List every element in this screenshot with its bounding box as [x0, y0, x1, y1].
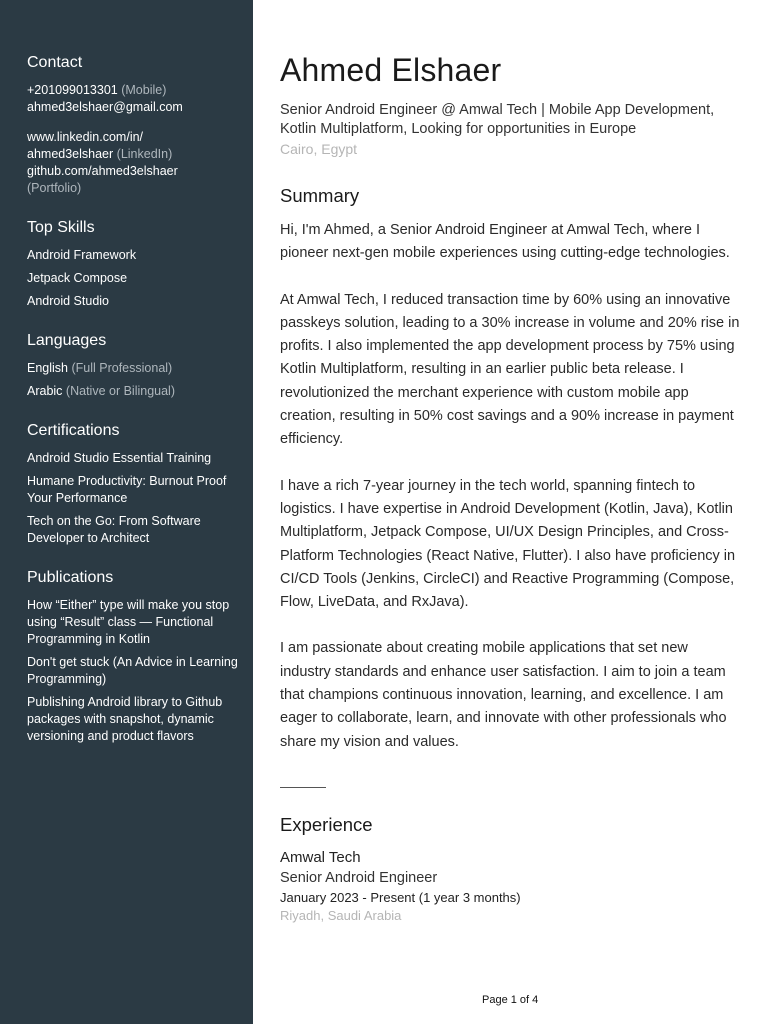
section-divider: [280, 787, 326, 788]
experience-location: Riyadh, Saudi Arabia: [280, 907, 402, 923]
publication-item[interactable]: Publishing Android library to Github packages with snapshot, dynamic versioning and product flavors: [27, 695, 223, 743]
certification-item: Android Studio Essential Training: [27, 451, 212, 465]
certification-item: Tech on the Go: From Software Developer to Architect: [27, 514, 201, 545]
profile-name: Ahmed Elshaer: [280, 52, 502, 88]
language-name: English: [27, 361, 68, 375]
phone-label: (Mobile): [121, 83, 167, 97]
skill-item: Android Studio: [27, 294, 110, 308]
linkedin-label: (LinkedIn): [116, 147, 173, 161]
summary-paragraph: I have a rich 7-year journey in the tech world, spanning fintech to logistics. I have expertise in Android Development (Kotlin, Java), Kotlin Multiplatform, Jetpack Compose, UI/UX Design Principles, and Cross-Platform Technologies (React Native, Flutter). I also have proficiency in CI/CD Tools (Jenkins, CircleCI) and Reactive Programming (Compose, Flow, LiveData, and RxJava).: [280, 477, 736, 611]
main-content: [280, 52, 740, 925]
languages-heading: Languages: [27, 332, 107, 349]
profile-location: Cairo, Egypt: [280, 141, 358, 157]
sidebar: [0, 0, 253, 1024]
skills-heading: Top Skills: [27, 219, 95, 236]
linkedin-handle[interactable]: ahmed3elshaer: [27, 147, 114, 161]
experience-dates: January 2023 - Present (1 year 3 months): [280, 889, 521, 905]
publication-item[interactable]: Don't get stuck (An Advice in Learning Programming): [27, 655, 238, 686]
summary-paragraph: Hi, I'm Ahmed, a Senior Android Engineer at Amwal Tech, where I pioneer next-gen mobile experiences using cutting-edge technologies.: [280, 222, 730, 262]
skill-item: Android Framework: [27, 248, 137, 262]
certification-item: Humane Productivity: Burnout Proof Your Performance: [27, 474, 227, 505]
github-label: (Portfolio): [27, 181, 82, 195]
linkedin-link-line1[interactable]: www.linkedin.com/in/: [27, 130, 144, 144]
experience-heading: Experience: [280, 813, 373, 835]
experience-company: Amwal Tech: [280, 848, 361, 866]
experience-role: Senior Android Engineer: [280, 869, 438, 886]
contact-section: [27, 54, 239, 197]
contact-email[interactable]: ahmed3elshaer@gmail.com: [27, 100, 183, 114]
phone-number[interactable]: +201099013301: [27, 83, 118, 97]
language-level: (Full Professional): [71, 361, 173, 375]
skills-section: [27, 219, 239, 310]
language-level: (Native or Bilingual): [65, 384, 175, 398]
publication-item[interactable]: How “Either” type will make you stop using “Result” class — Functional Programming in Kotlin: [27, 598, 230, 646]
contact-heading: Contact: [27, 54, 83, 71]
profile-headline: Senior Android Engineer @ Amwal Tech | Mobile App Development, Kotlin Multiplatform, Looking for opportunities in Europe: [280, 102, 715, 137]
language-item: [27, 360, 239, 377]
publications-section: [27, 569, 239, 745]
language-item: [27, 383, 239, 400]
summary-heading: Summary: [280, 185, 360, 206]
languages-section: [27, 332, 239, 400]
github-link[interactable]: github.com/ahmed3elshaer: [27, 164, 178, 178]
linkedin-link-line2: [27, 146, 239, 163]
page-number: Page 1 of 4: [482, 994, 539, 1006]
certifications-heading: Certifications: [27, 422, 120, 439]
language-name: Arabic: [27, 384, 63, 398]
summary-paragraph: At Amwal Tech, I reduced transaction time by 60% using an innovative passkeys solution, leading to a 30% increase in volume and 20% rise in profits. I also implemented the app development process by 75% using Kotlin Multiplatform, resulting in an earlier public beta release. I revolutionized the merchant experience with custom mobile app creation, resulting in 50% cost savings and a 90% increase in payment efficiency.: [280, 291, 740, 448]
publications-heading: Publications: [27, 569, 114, 586]
summary-paragraph: I am passionate about creating mobile applications that set new industry standards and enhance user satisfaction. I aim to join a team that champions continuous innovation, learning, and excellence. I am eager to collaborate, learn, and innovate with other professionals who share my vision and values.: [280, 640, 727, 750]
contact-phone: [27, 82, 239, 99]
skill-item: Jetpack Compose: [27, 271, 128, 285]
certifications-section: [27, 422, 239, 547]
